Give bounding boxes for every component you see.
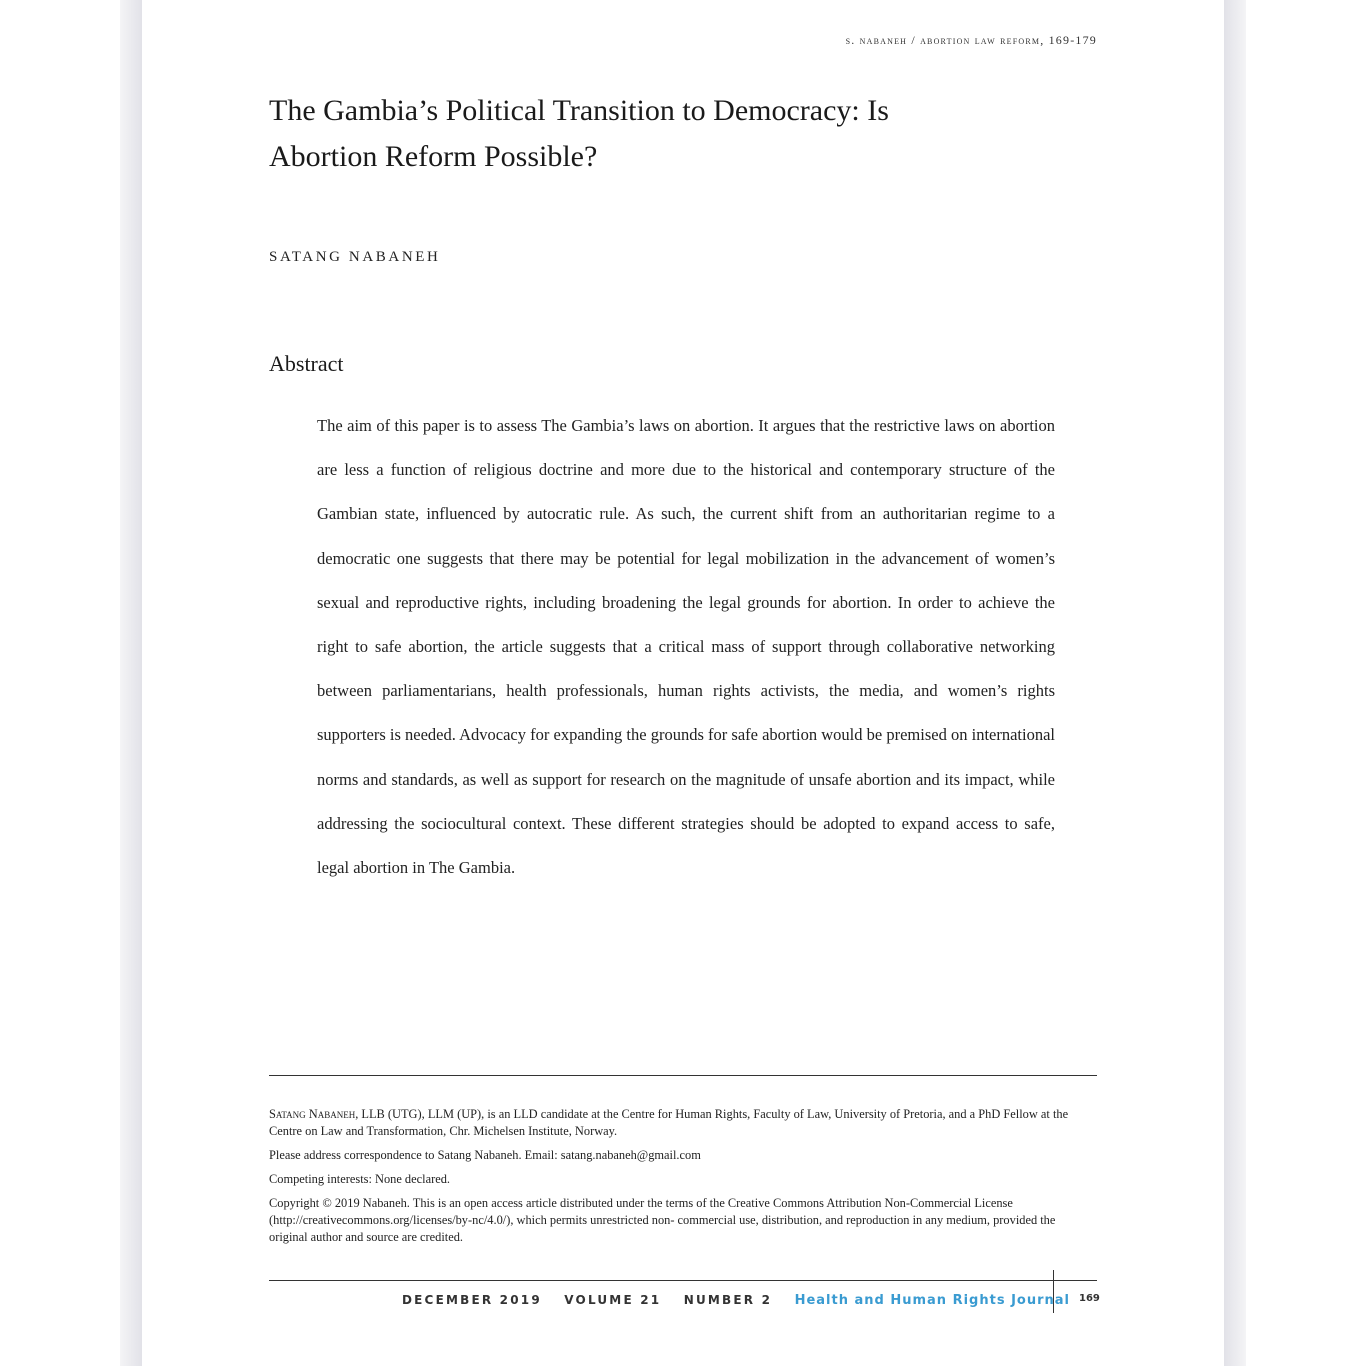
footnote-divider <box>269 1075 1097 1076</box>
correspondence-note: Please address correspondence to Satang Nabaneh. Email: satang.nabaneh@gmail.com <box>269 1148 701 1162</box>
footnotes <box>269 1106 1097 1253</box>
author-bio-text: , LLB (UTG), LLM (UP), is an LLD candidate at the Centre for Human Rights, Faculty of Law, University of Pretoria, and a PhD Fellow at the Centre on Law and Transformation, Chr. Michelsen Institute, Norway. <box>269 1107 1069 1138</box>
journal-footer <box>402 1293 1070 1308</box>
abstract-heading: Abstract <box>269 351 344 376</box>
footer-divider <box>269 1280 1097 1281</box>
issue-date: DECEMBER 2019 <box>402 1293 542 1307</box>
article-title: The Gambia’s Political Transition to Democracy: Is Abortion Reform Possible? <box>269 94 889 173</box>
issue-volume: VOLUME 21 <box>564 1293 662 1307</box>
author-bio-name: Satang Nabaneh <box>269 1107 356 1121</box>
copyright-note: Copyright © 2019 Nabaneh. This is an open access article distributed under the terms of the Creative Commons Attribution Non-Commercial License (http://creativecommons.org/licenses/by-nc/4.0/), which permits unrestricted non- commercial use, distribution, and reproduction in any medium, provided the original author and source are credited. <box>269 1196 1056 1244</box>
abstract-body: The aim of this paper is to assess The Gambia’s laws on abortion. It argues that the restrictive laws on abortion are less a function of religious doctrine and more due to the historical and contemporary structure of the Gambian state, influenced by autocratic rule. As such, the current shift from an authoritarian regime to a democratic one suggests that there may be potential for legal mobilization in the advancement of women’s sexual and reproductive rights, including broadening the legal grounds for abortion. In order to achieve the right to safe abortion, the article suggests that a critical mass of support through collaborative networking between parliamentarians, health professionals, human rights activists, the media, and women’s rights supporters is needed. Advocacy for expanding the grounds for safe abortion would be premised on international norms and standards, as well as support for research on the magnitude of unsafe abortion and its impact, while addressing the sociocultural context. These different strategies should be adopted to expand access to safe, legal abortion in The Gambia. <box>317 416 1055 878</box>
issue-number: NUMBER 2 <box>683 1293 773 1307</box>
page-number: 169 <box>1079 1293 1100 1304</box>
document-page <box>142 0 1224 1366</box>
running-head: s. nabaneh / abortion law reform, 169-179 <box>845 33 1097 47</box>
journal-name: Health and Human Rights Journal <box>794 1293 1070 1308</box>
author-bio-note <box>269 1106 1097 1140</box>
right-page-gutter <box>1224 0 1246 1366</box>
competing-interests-note: Competing interests: None declared. <box>269 1172 450 1186</box>
left-page-gutter <box>120 0 142 1366</box>
author-name: SATANG NABANEH <box>269 249 441 265</box>
